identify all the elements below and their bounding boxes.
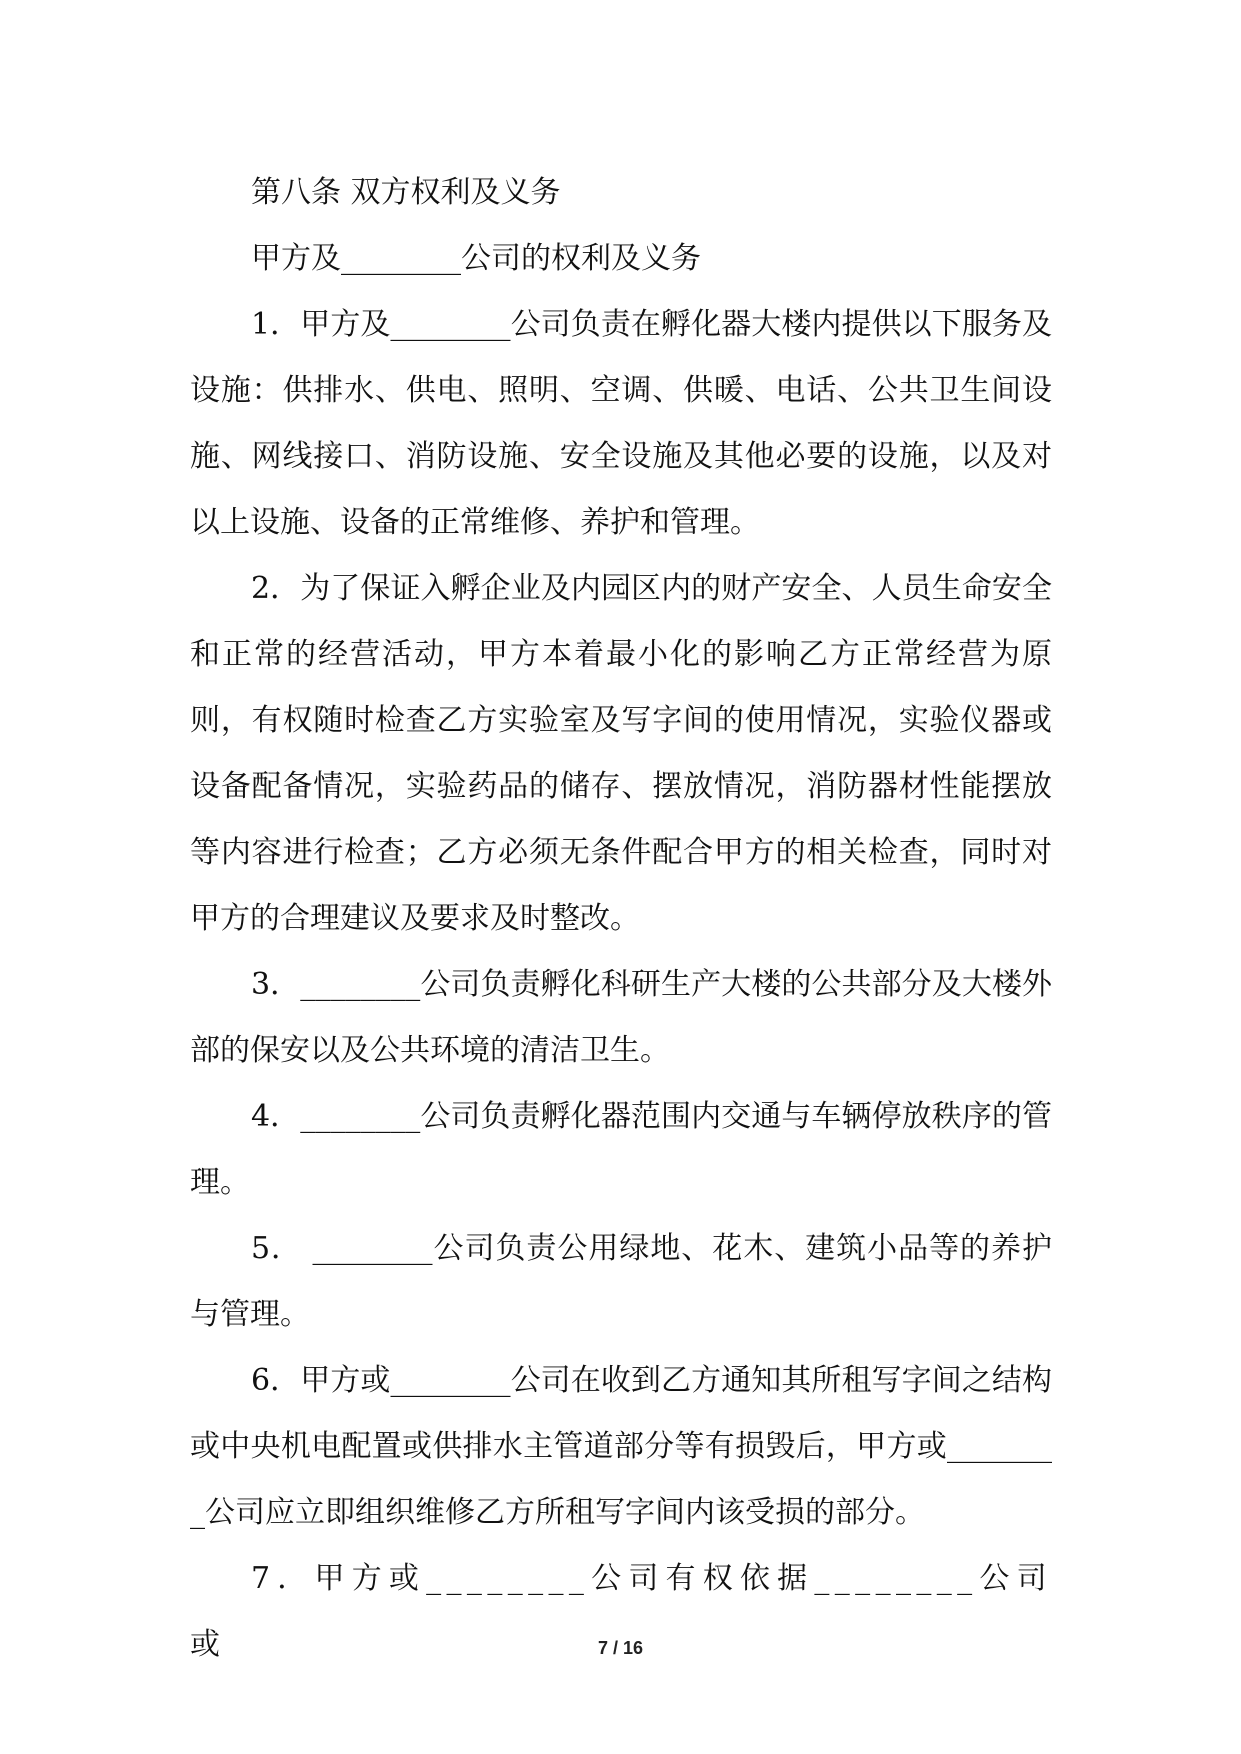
section-heading: 甲方及________公司的权利及义务 [251,241,701,276]
article-title: 第八条 双方权利及义务 [251,175,561,210]
clause-4: 4．________公司负责孵化器范围内交通与车辆停放秩序的管理。 [190,1099,1052,1200]
clause-5: 5． ________公司负责公用绿地、花木、建筑小品等的养护与管理。 [190,1231,1052,1332]
clause-2: 2．为了保证入孵企业及内园区内的财产安全、人员生命安全和正常的经营活动，甲方本着最小化的影响乙方正常经营为原则，有权随时检查乙方实验室及写字间的使用情况，实验仪器或设备配备情况，实验药品的储存、摆放情况，消防器材性能摆放等内容进行检查；乙方必须无条件配合甲方的相关检查，同时对甲方的合理建议及要求及时整改。 [190,571,1052,936]
clause-7: 7．甲方或________公司有权依据________公司或 [190,1561,1052,1662]
clause-1: 1．甲方及________公司负责在孵化器大楼内提供以下服务及设施：供排水、供电、照明、空调、供暖、电话、公共卫生间设施、网线接口、消防设施、安全设施及其他必要的设施，以及对以上设施、设备的正常维修、养护和管理。 [190,307,1052,540]
page-number: 7 / 16 [597,1638,644,1658]
clause-6: 6．甲方或________公司在收到乙方通知其所租写字间之结构或中央机电配置或供排水主管道部分等有损毁后，甲方或________公司应立即组织维修乙方所租写字间内该受损的部分。 [190,1363,1052,1530]
document-body [190,160,1052,1678]
clause-3: 3．________公司负责孵化科研生产大楼的公共部分及大楼外部的保安以及公共环境的清洁卫生。 [190,967,1052,1068]
